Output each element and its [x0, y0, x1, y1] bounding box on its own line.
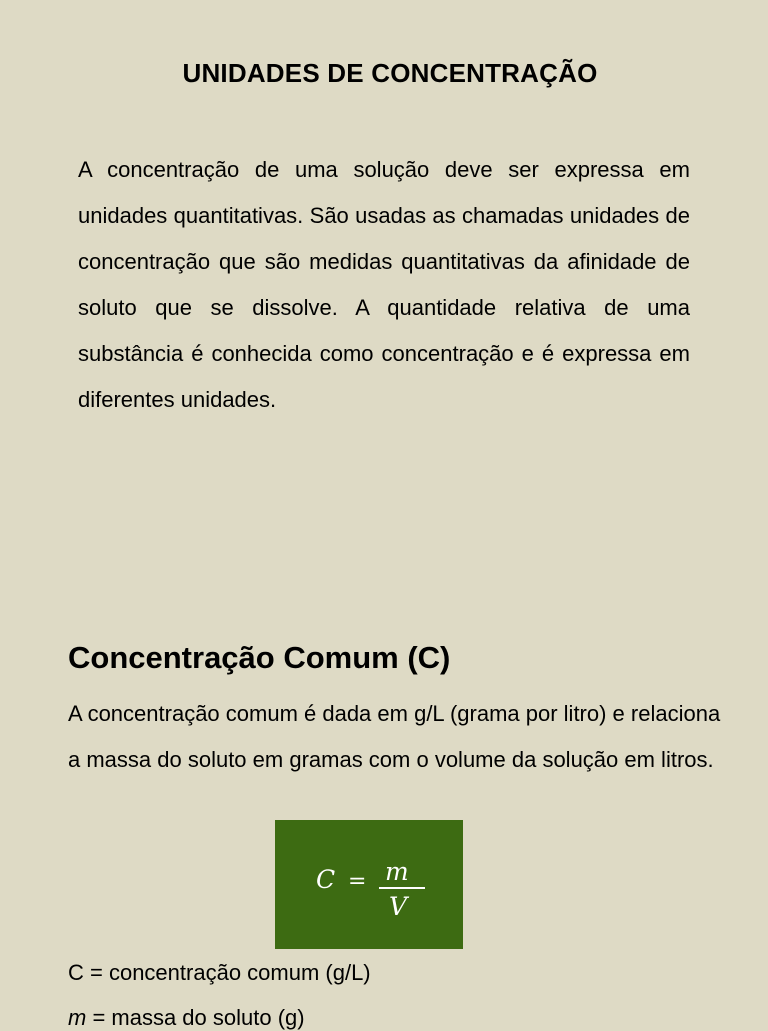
definition-c: [68, 960, 371, 986]
definition-symbol: m: [68, 1005, 87, 1030]
formula-denominator: V: [389, 892, 408, 921]
definition-m: [68, 1005, 305, 1031]
formula-lhs: C: [316, 865, 336, 894]
formula-numerator: m: [385, 857, 409, 886]
definition-text: = massa do soluto (g): [86, 1005, 305, 1030]
formula-box: [275, 820, 463, 949]
formula-equals: =: [348, 869, 367, 894]
section-heading: Concentração Comum (C): [68, 640, 451, 675]
section-paragraph: A concentração comum é dada em g/L (grama por litro) e relaciona a massa do soluto em gramas com o volume da solução em litros.: [68, 701, 721, 772]
definition-symbol: C: [68, 960, 84, 985]
page-title: UNIDADES DE CONCENTRAÇÃO: [182, 58, 598, 88]
definition-text: = concentração comum (g/L): [83, 960, 371, 985]
formula-graphic: [275, 820, 463, 949]
intro-paragraph: A concentração de uma solução deve ser expressa em unidades quantitativas. São usadas as chamadas unidades de concentração que são medidas quantitativas da afinidade de soluto que se dissolve. A quantidade relativa de uma substância é conhecida como concentração e é expressa em diferentes unidades.: [78, 157, 690, 412]
